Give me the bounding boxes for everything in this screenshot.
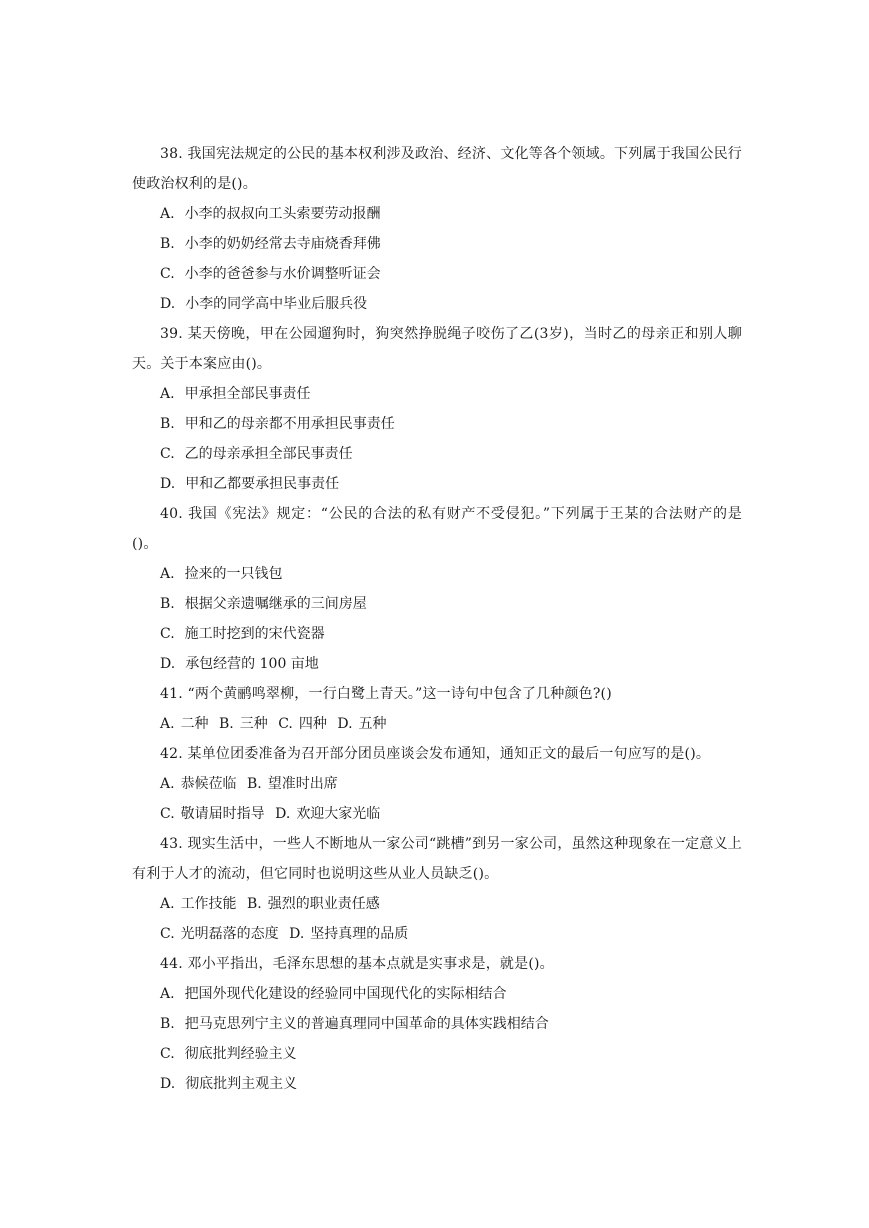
question-number: 44.: [160, 956, 183, 972]
question-43-stem: [132, 829, 742, 889]
question-text: 某单位团委准备为召开部分团员座谈会发布通知，通知正文的最后一句应写的是()。: [187, 746, 711, 762]
question-text: 我国宪法规定的公民的基本权利涉及政治、经济、文化等各个领域。下列属于我国公民行使政治权利的是()。: [132, 146, 742, 192]
options-42-line-2: C. 敬请届时指导 D. 欢迎大家光临: [160, 806, 381, 822]
question-text: 某天傍晚，甲在公园遛狗时，狗突然挣脱绳子咬伤了乙(3岁)，当时乙的母亲正和别人聊天。关于本案应由()。: [132, 326, 742, 372]
question-42-stem: [132, 739, 742, 769]
option-38-a: A. 小李的叔叔向工头索要劳动报酬: [160, 206, 381, 222]
option-38-c: C. 小李的爸爸参与水价调整听证会: [160, 266, 381, 282]
question-40-stem: [132, 499, 742, 559]
question-41-stem: [132, 679, 742, 709]
option-39-b: B. 甲和乙的母亲都不用承担民事责任: [160, 416, 395, 432]
question-number: 42.: [160, 746, 183, 762]
option-44-c: C. 彻底批判经验主义: [160, 1046, 297, 1062]
question-number: 40.: [160, 506, 183, 522]
options-42-line-1: A. 恭候莅临 B. 望准时出席: [160, 776, 338, 792]
question-text: 邓小平指出，毛泽东思想的基本点就是实事求是，就是()。: [187, 956, 554, 972]
option-44-d: D. 彻底批判主观主义: [160, 1076, 298, 1092]
option-39-d: D. 甲和乙都要承担民事责任: [160, 476, 340, 492]
question-38-stem: [132, 139, 742, 199]
options-43-line-2: C. 光明磊落的态度 D. 坚持真理的品质: [160, 926, 409, 942]
question-text: “两个黄鹂鸣翠柳，一行白鹭上青天。”这一诗句中包含了几种颜色?(): [187, 686, 612, 702]
question-44-stem: [132, 949, 742, 979]
option-40-d: D. 承包经营的 100 亩地: [160, 656, 319, 672]
options-43-line-1: A. 工作技能 B. 强烈的职业责任感: [160, 896, 380, 912]
option-40-c: C. 施工时挖到的宋代瓷器: [160, 626, 325, 642]
option-40-a: A. 捡来的一只钱包: [160, 566, 283, 582]
question-number: 39.: [160, 326, 183, 342]
question-number: 41.: [160, 686, 183, 702]
option-39-a: A. 甲承担全部民事责任: [160, 386, 311, 402]
question-number: 38.: [160, 146, 183, 162]
question-39-stem: [132, 319, 742, 379]
question-text: 我国《宪法》规定：“公民的合法的私有财产不受侵犯。”下列属于王某的合法财产的是()。: [132, 506, 742, 552]
option-39-c: C. 乙的母亲承担全部民事责任: [160, 446, 353, 462]
question-text: 现实生活中，一些人不断地从一家公司“跳槽”到另一家公司，虽然这种现象在一定意义上有利于人才的流动，但它同时也说明这些从业人员缺乏()。: [132, 836, 742, 882]
option-44-a: A. 把国外现代化建设的经验同中国现代化的实际相结合: [160, 986, 507, 1002]
option-38-b: B. 小李的奶奶经常去寺庙烧香拜佛: [160, 236, 381, 252]
options-41-line: A. 二种 B. 三种 C. 四种 D. 五种: [160, 716, 387, 732]
question-number: 43.: [160, 836, 183, 852]
option-44-b: B. 把马克思列宁主义的普遍真理同中国革命的具体实践相结合: [160, 1016, 549, 1032]
option-38-d: D. 小李的同学高中毕业后服兵役: [160, 296, 368, 312]
question-list: [132, 139, 742, 1099]
option-40-b: B. 根据父亲遗嘱继承的三间房屋: [160, 596, 367, 612]
